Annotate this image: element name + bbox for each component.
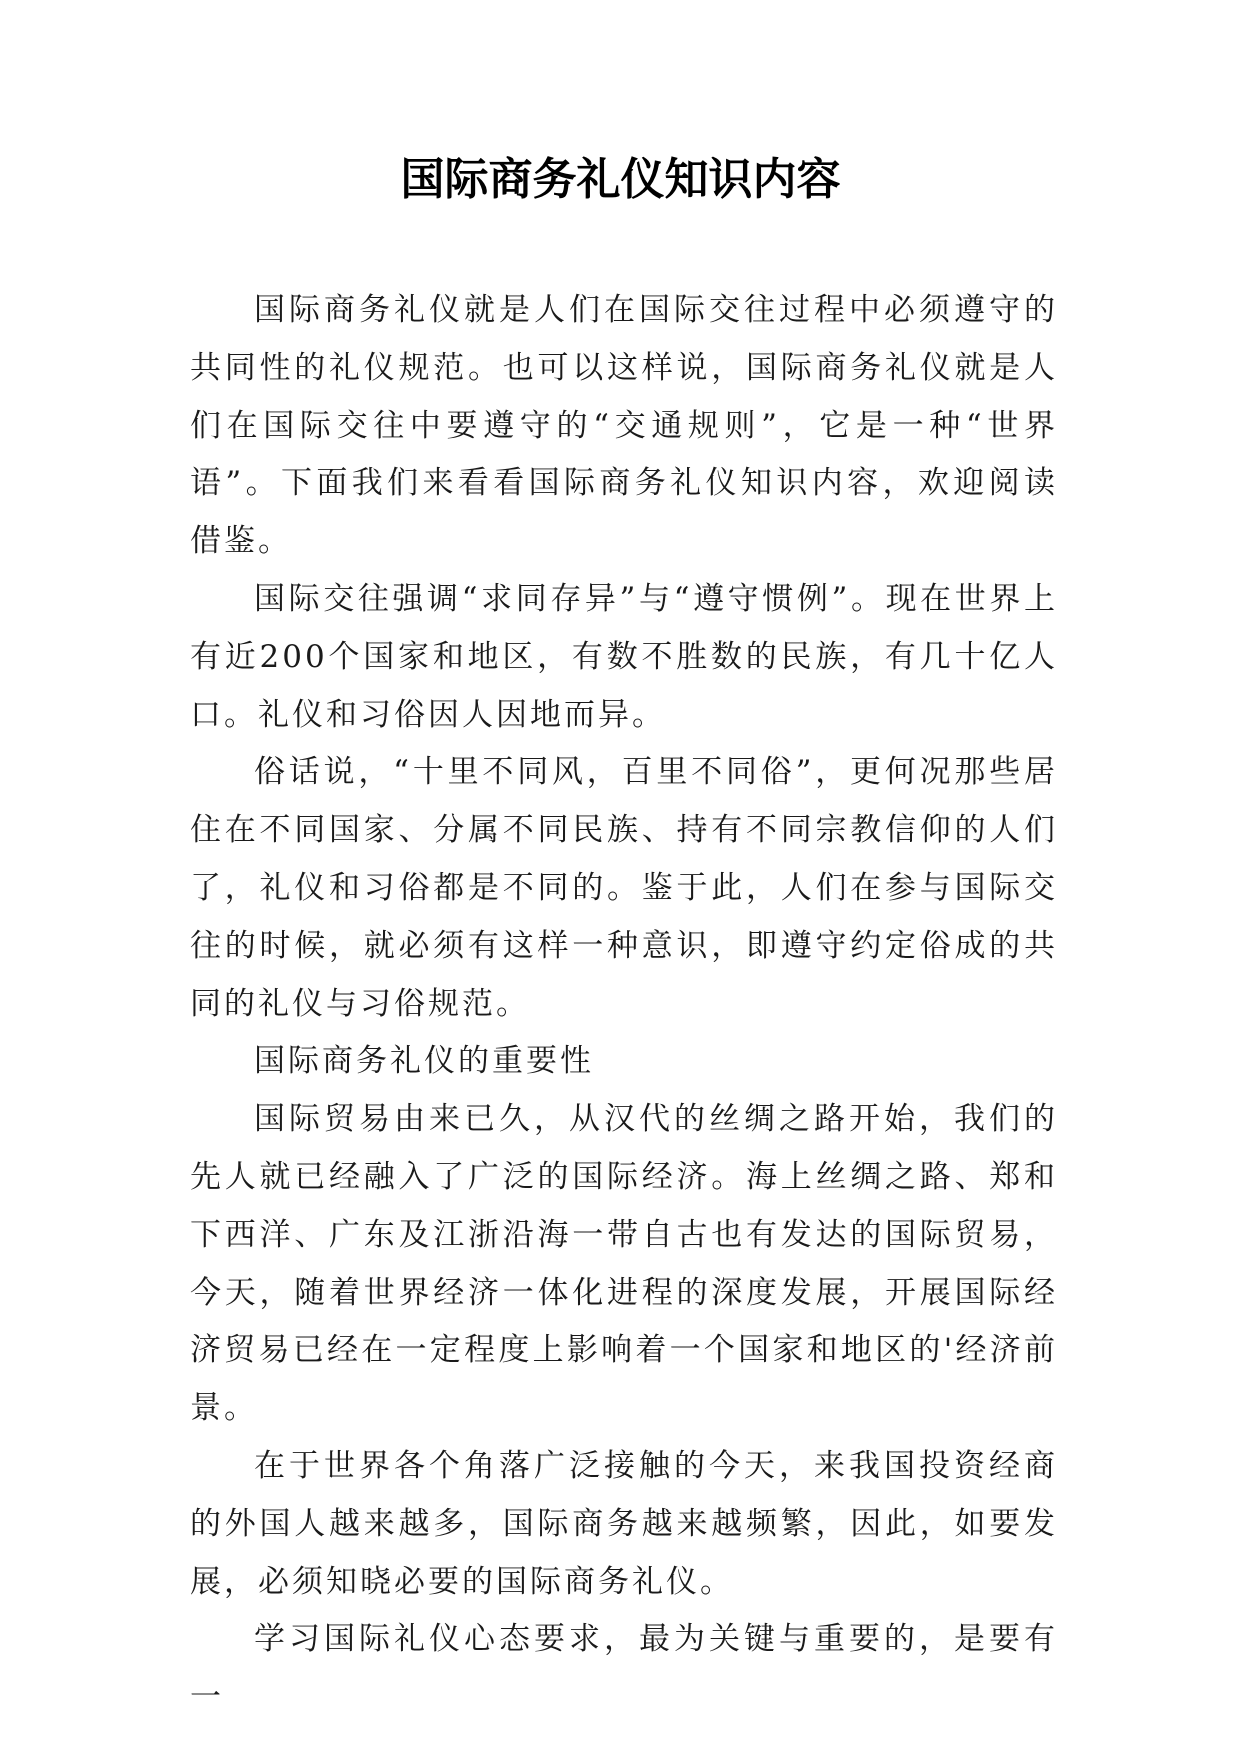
paragraph-trade-history: 国际贸易由来已久，从汉代的丝绸之路开始，我们的先人就已经融入了广泛的国际经济。海上丝绸之路、郑和下西洋、广东及江浙沿海一带自古也有发达的国际贸易，今天，随着世界经济一体化进程的深度发展，开展国际经济贸易已经在一定程度上影响着一个国家和地区的'经济前景。 — [190, 1101, 1058, 1427]
paragraph-foreign-investment: 在于世界各个角落广泛接触的今天，来我国投资经商的外国人越来越多，国际商务越来越频繁，因此，如要发展，必须知晓必要的国际商务礼仪。 — [190, 1447, 1058, 1600]
paragraph-mindset: 学习国际礼仪心态要求，最为关键与重要的，是要有一 — [190, 1621, 1058, 1716]
paragraph-intro: 国际商务礼仪就是人们在国际交往过程中必须遵守的共同性的礼仪规范。也可以这样说，国际商务礼仪就是人们在国际交往中要遵守的“交通规则”，它是一种“世界语”。下面我们来看看国际商务礼仪知识内容，欢迎阅读借鉴。 — [190, 292, 1058, 560]
section-heading-importance: 国际商务礼仪的重要性 — [254, 1043, 594, 1080]
paragraph-common-ground: 国际交往强调“求同存异”与“遵守惯例”。现在世界上有近200个国家和地区，有数不胜数的民族，有几十亿人口。礼仪和习俗因人因地而异。 — [190, 580, 1058, 733]
document-title: 国际商务礼仪知识内容 — [400, 154, 841, 205]
document-body — [190, 282, 1058, 1727]
paragraph-customs: 俗话说，“十里不同风，百里不同俗”，更何况那些居住在不同国家、分属不同民族、持有不同宗教信仰的人们了，礼仪和习俗都是不同的。鉴于此，人们在参与国际交往的时候，就必须有这样一种意识，即遵守约定俗成的共同的礼仪与习俗规范。 — [190, 754, 1058, 1022]
